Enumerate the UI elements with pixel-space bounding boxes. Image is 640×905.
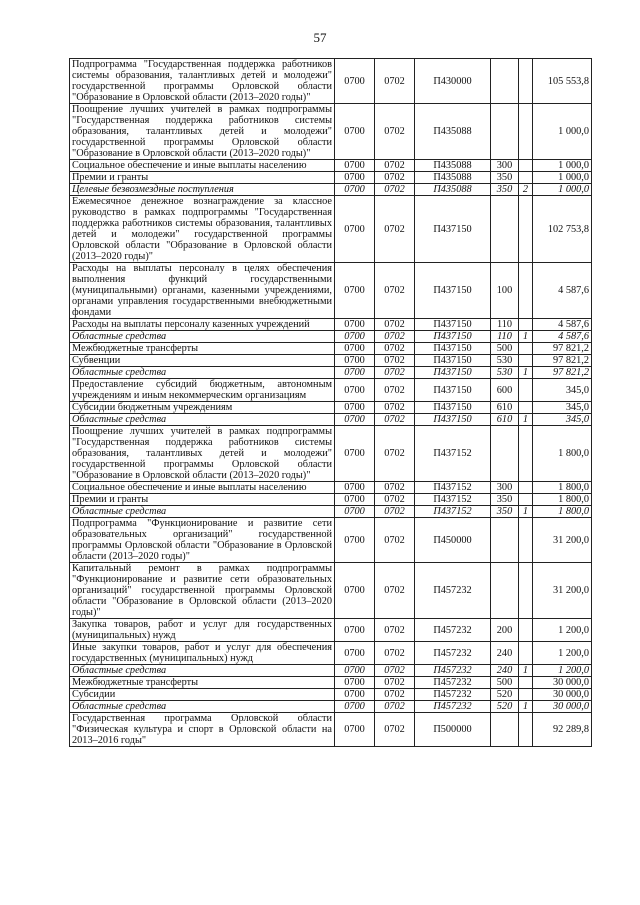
table-row xyxy=(70,414,592,426)
row-target-article-cell: П437150 xyxy=(415,331,491,343)
row-source-cell xyxy=(519,426,533,482)
row-target-article-cell: П457232 xyxy=(415,677,491,689)
row-subsection-cell: 0702 xyxy=(375,677,415,689)
row-subsection-cell: 0702 xyxy=(375,426,415,482)
row-name-cell: Иные закупки товаров, работ и услуг для обеспечения государственных (муниципальных) нужд xyxy=(70,642,335,665)
row-amount-cell: 1 200,0 xyxy=(533,665,592,677)
row-subsection-cell: 0702 xyxy=(375,665,415,677)
row-amount-cell: 1 000,0 xyxy=(533,104,592,160)
row-section-cell: 0700 xyxy=(335,263,375,319)
row-expense-type-cell: 530 xyxy=(491,355,519,367)
row-subsection-cell: 0702 xyxy=(375,355,415,367)
row-source-cell xyxy=(519,319,533,331)
row-section-cell: 0700 xyxy=(335,414,375,426)
row-target-article-cell: П437150 xyxy=(415,367,491,379)
table-row xyxy=(70,689,592,701)
row-target-article-cell: П437150 xyxy=(415,379,491,402)
row-subsection-cell: 0702 xyxy=(375,402,415,414)
row-expense-type-cell xyxy=(491,563,519,619)
row-subsection-cell: 0702 xyxy=(375,506,415,518)
row-amount-cell: 97 821,2 xyxy=(533,367,592,379)
row-subsection-cell: 0702 xyxy=(375,494,415,506)
row-source-cell xyxy=(519,402,533,414)
row-subsection-cell: 0702 xyxy=(375,619,415,642)
row-expense-type-cell: 520 xyxy=(491,689,519,701)
row-expense-type-cell xyxy=(491,196,519,263)
row-name-cell: Закупка товаров, работ и услуг для государственных (муниципальных) нужд xyxy=(70,619,335,642)
row-amount-cell: 1 800,0 xyxy=(533,494,592,506)
row-subsection-cell: 0702 xyxy=(375,701,415,713)
row-name-cell: Социальное обеспечение и иные выплаты населению xyxy=(70,482,335,494)
row-source-cell xyxy=(519,518,533,563)
row-section-cell: 0700 xyxy=(335,331,375,343)
row-subsection-cell: 0702 xyxy=(375,367,415,379)
row-expense-type-cell xyxy=(491,713,519,747)
row-expense-type-cell: 520 xyxy=(491,701,519,713)
row-target-article-cell: П437152 xyxy=(415,482,491,494)
row-subsection-cell: 0702 xyxy=(375,689,415,701)
row-section-cell: 0700 xyxy=(335,379,375,402)
row-amount-cell: 92 289,8 xyxy=(533,713,592,747)
row-name-cell: Поощрение лучших учителей в рамках подпрограммы "Государственная поддержка работников системы образования, талантливых детей и молодежи" государственной программы Орловской области "Образование в Орловской области (2013–2020 годы)" xyxy=(70,104,335,160)
row-target-article-cell: П435088 xyxy=(415,160,491,172)
row-section-cell: 0700 xyxy=(335,196,375,263)
row-section-cell: 0700 xyxy=(335,343,375,355)
table-row xyxy=(70,426,592,482)
row-name-cell: Областные средства xyxy=(70,506,335,518)
row-target-article-cell: П450000 xyxy=(415,518,491,563)
row-expense-type-cell: 110 xyxy=(491,319,519,331)
row-subsection-cell: 0702 xyxy=(375,563,415,619)
row-target-article-cell: П435088 xyxy=(415,184,491,196)
table-row xyxy=(70,160,592,172)
row-source-cell: 1 xyxy=(519,367,533,379)
row-expense-type-cell: 530 xyxy=(491,367,519,379)
row-amount-cell: 1 200,0 xyxy=(533,642,592,665)
row-amount-cell: 102 753,8 xyxy=(533,196,592,263)
row-subsection-cell: 0702 xyxy=(375,184,415,196)
row-subsection-cell: 0702 xyxy=(375,379,415,402)
table-row xyxy=(70,619,592,642)
table-row xyxy=(70,506,592,518)
row-amount-cell: 105 553,8 xyxy=(533,59,592,104)
row-name-cell: Областные средства xyxy=(70,665,335,677)
table-row xyxy=(70,677,592,689)
row-amount-cell: 1 800,0 xyxy=(533,426,592,482)
row-source-cell xyxy=(519,59,533,104)
row-target-article-cell: П437152 xyxy=(415,494,491,506)
row-name-cell: Предоставление субсидий бюджетным, автономным учреждениям и иным некоммерческим организациям xyxy=(70,379,335,402)
row-name-cell: Субвенции xyxy=(70,355,335,367)
row-expense-type-cell: 610 xyxy=(491,402,519,414)
row-subsection-cell: 0702 xyxy=(375,172,415,184)
row-subsection-cell: 0702 xyxy=(375,59,415,104)
row-expense-type-cell: 500 xyxy=(491,343,519,355)
row-name-cell: Межбюджетные трансферты xyxy=(70,343,335,355)
row-amount-cell: 1 800,0 xyxy=(533,506,592,518)
row-source-cell: 1 xyxy=(519,701,533,713)
row-expense-type-cell: 500 xyxy=(491,677,519,689)
row-expense-type-cell: 350 xyxy=(491,506,519,518)
row-expense-type-cell: 300 xyxy=(491,482,519,494)
table-row xyxy=(70,701,592,713)
row-expense-type-cell: 350 xyxy=(491,172,519,184)
row-source-cell xyxy=(519,379,533,402)
table-row xyxy=(70,343,592,355)
row-source-cell xyxy=(519,172,533,184)
row-name-cell: Субсидии xyxy=(70,689,335,701)
row-expense-type-cell: 240 xyxy=(491,665,519,677)
row-amount-cell: 30 000,0 xyxy=(533,689,592,701)
row-expense-type-cell: 350 xyxy=(491,494,519,506)
row-expense-type-cell: 600 xyxy=(491,379,519,402)
table-row xyxy=(70,494,592,506)
row-section-cell: 0700 xyxy=(335,172,375,184)
row-subsection-cell: 0702 xyxy=(375,713,415,747)
row-source-cell xyxy=(519,104,533,160)
table-row xyxy=(70,331,592,343)
row-name-cell: Областные средства xyxy=(70,414,335,426)
row-subsection-cell: 0702 xyxy=(375,104,415,160)
row-amount-cell: 1 200,0 xyxy=(533,619,592,642)
row-source-cell xyxy=(519,343,533,355)
row-target-article-cell: П430000 xyxy=(415,59,491,104)
row-section-cell: 0700 xyxy=(335,665,375,677)
table-row xyxy=(70,263,592,319)
row-amount-cell: 1 800,0 xyxy=(533,482,592,494)
row-section-cell: 0700 xyxy=(335,642,375,665)
row-amount-cell: 4 587,6 xyxy=(533,263,592,319)
row-section-cell: 0700 xyxy=(335,689,375,701)
row-amount-cell: 345,0 xyxy=(533,379,592,402)
row-source-cell xyxy=(519,677,533,689)
row-section-cell: 0700 xyxy=(335,563,375,619)
row-target-article-cell: П437152 xyxy=(415,426,491,482)
table-row xyxy=(70,172,592,184)
row-source-cell xyxy=(519,196,533,263)
row-source-cell xyxy=(519,713,533,747)
row-expense-type-cell xyxy=(491,426,519,482)
row-target-article-cell: П457232 xyxy=(415,701,491,713)
table-row xyxy=(70,196,592,263)
row-source-cell xyxy=(519,689,533,701)
row-name-cell: Премии и гранты xyxy=(70,494,335,506)
row-target-article-cell: П435088 xyxy=(415,104,491,160)
row-section-cell: 0700 xyxy=(335,482,375,494)
row-expense-type-cell: 100 xyxy=(491,263,519,319)
row-target-article-cell: П457232 xyxy=(415,689,491,701)
row-subsection-cell: 0702 xyxy=(375,343,415,355)
row-source-cell xyxy=(519,642,533,665)
row-target-article-cell: П457232 xyxy=(415,563,491,619)
row-section-cell: 0700 xyxy=(335,426,375,482)
row-subsection-cell: 0702 xyxy=(375,263,415,319)
row-name-cell: Ежемесячное денежное вознаграждение за классное руководство в рамках подпрограммы "Государственная поддержка работников системы образования, талантливых детей и молодежи" государственной программы Орловской области "Образование в Орловской области (2013–2020 годы)" xyxy=(70,196,335,263)
row-subsection-cell: 0702 xyxy=(375,160,415,172)
row-name-cell: Премии и гранты xyxy=(70,172,335,184)
row-source-cell: 1 xyxy=(519,665,533,677)
table-row xyxy=(70,665,592,677)
row-subsection-cell: 0702 xyxy=(375,482,415,494)
row-source-cell xyxy=(519,482,533,494)
row-section-cell: 0700 xyxy=(335,518,375,563)
row-name-cell: Подпрограмма "Функционирование и развитие сети образовательных организаций" государственной программы Орловской области "Образование в Орловской области (2013–2020 годы)" xyxy=(70,518,335,563)
row-name-cell: Областные средства xyxy=(70,701,335,713)
table-row xyxy=(70,713,592,747)
table-body xyxy=(70,59,592,747)
table-row xyxy=(70,518,592,563)
row-name-cell: Поощрение лучших учителей в рамках подпрограммы "Государственная поддержка работников системы образования, талантливых детей и молодежи" государственной программы Орловской области "Образование в Орловской области (2013–2020 годы)" xyxy=(70,426,335,482)
row-source-cell: 1 xyxy=(519,331,533,343)
table-row xyxy=(70,59,592,104)
row-expense-type-cell: 240 xyxy=(491,642,519,665)
row-source-cell xyxy=(519,160,533,172)
row-expense-type-cell: 610 xyxy=(491,414,519,426)
table-row xyxy=(70,184,592,196)
table-row xyxy=(70,367,592,379)
page-number: 57 xyxy=(313,30,327,45)
row-section-cell: 0700 xyxy=(335,619,375,642)
row-target-article-cell: П457232 xyxy=(415,619,491,642)
row-amount-cell: 345,0 xyxy=(533,402,592,414)
row-target-article-cell: П457232 xyxy=(415,665,491,677)
row-section-cell: 0700 xyxy=(335,160,375,172)
row-section-cell: 0700 xyxy=(335,367,375,379)
row-subsection-cell: 0702 xyxy=(375,642,415,665)
row-name-cell: Субсидии бюджетным учреждениям xyxy=(70,402,335,414)
row-name-cell: Областные средства xyxy=(70,367,335,379)
row-amount-cell: 30 000,0 xyxy=(533,701,592,713)
row-name-cell: Подпрограмма "Государственная поддержка работников системы образования, талантливых детей и молодежи" государственной программы Орловской области "Образование в Орловской области (2013–2020 годы)" xyxy=(70,59,335,104)
row-expense-type-cell xyxy=(491,59,519,104)
row-source-cell xyxy=(519,263,533,319)
row-section-cell: 0700 xyxy=(335,713,375,747)
row-expense-type-cell xyxy=(491,104,519,160)
row-expense-type-cell: 110 xyxy=(491,331,519,343)
row-name-cell: Социальное обеспечение и иные выплаты населению xyxy=(70,160,335,172)
row-target-article-cell: П437150 xyxy=(415,355,491,367)
row-subsection-cell: 0702 xyxy=(375,196,415,263)
row-source-cell: 1 xyxy=(519,506,533,518)
table-row xyxy=(70,355,592,367)
row-target-article-cell: П500000 xyxy=(415,713,491,747)
row-subsection-cell: 0702 xyxy=(375,319,415,331)
row-name-cell: Межбюджетные трансферты xyxy=(70,677,335,689)
table-row xyxy=(70,379,592,402)
row-expense-type-cell: 350 xyxy=(491,184,519,196)
row-target-article-cell: П437150 xyxy=(415,263,491,319)
table-row xyxy=(70,319,592,331)
row-amount-cell: 4 587,6 xyxy=(533,331,592,343)
row-section-cell: 0700 xyxy=(335,677,375,689)
row-name-cell: Капитальный ремонт в рамках подпрограммы "Функционирование и развитие сети образовательных организаций" государственной программы Орловской области "Образование в Орловской области (2013–2020 годы)" xyxy=(70,563,335,619)
row-name-cell: Целевые безвозмездные поступления xyxy=(70,184,335,196)
row-amount-cell: 31 200,0 xyxy=(533,563,592,619)
row-section-cell: 0700 xyxy=(335,319,375,331)
row-section-cell: 0700 xyxy=(335,59,375,104)
row-amount-cell: 4 587,6 xyxy=(533,319,592,331)
row-subsection-cell: 0702 xyxy=(375,518,415,563)
row-target-article-cell: П435088 xyxy=(415,172,491,184)
row-source-cell xyxy=(519,619,533,642)
budget-table xyxy=(69,58,592,747)
table-row xyxy=(70,402,592,414)
row-subsection-cell: 0702 xyxy=(375,331,415,343)
row-amount-cell: 30 000,0 xyxy=(533,677,592,689)
row-amount-cell: 31 200,0 xyxy=(533,518,592,563)
row-target-article-cell: П437150 xyxy=(415,402,491,414)
row-amount-cell: 1 000,0 xyxy=(533,160,592,172)
row-target-article-cell: П437150 xyxy=(415,319,491,331)
row-section-cell: 0700 xyxy=(335,494,375,506)
row-target-article-cell: П437150 xyxy=(415,343,491,355)
table-row xyxy=(70,482,592,494)
row-amount-cell: 345,0 xyxy=(533,414,592,426)
row-source-cell: 2 xyxy=(519,184,533,196)
row-expense-type-cell: 200 xyxy=(491,619,519,642)
row-section-cell: 0700 xyxy=(335,701,375,713)
row-section-cell: 0700 xyxy=(335,355,375,367)
row-source-cell xyxy=(519,355,533,367)
table-row xyxy=(70,104,592,160)
row-section-cell: 0700 xyxy=(335,402,375,414)
row-source-cell xyxy=(519,563,533,619)
row-expense-type-cell: 300 xyxy=(491,160,519,172)
row-target-article-cell: П437152 xyxy=(415,506,491,518)
row-subsection-cell: 0702 xyxy=(375,414,415,426)
row-source-cell: 1 xyxy=(519,414,533,426)
row-section-cell: 0700 xyxy=(335,506,375,518)
row-target-article-cell: П437150 xyxy=(415,414,491,426)
row-section-cell: 0700 xyxy=(335,104,375,160)
table-row xyxy=(70,563,592,619)
row-name-cell: Расходы на выплаты персоналу в целях обеспечения выполнения функций государственными (муниципальными) органами, казенными учреждениями, органами управления государственными внебюджетными фондами xyxy=(70,263,335,319)
row-name-cell: Расходы на выплаты персоналу казенных учреждений xyxy=(70,319,335,331)
row-target-article-cell: П437150 xyxy=(415,196,491,263)
row-source-cell xyxy=(519,494,533,506)
row-name-cell: Государственная программа Орловской области "Физическая культура и спорт в Орловской области на 2013–2016 годы" xyxy=(70,713,335,747)
table-row xyxy=(70,642,592,665)
row-expense-type-cell xyxy=(491,518,519,563)
row-name-cell: Областные средства xyxy=(70,331,335,343)
row-section-cell: 0700 xyxy=(335,184,375,196)
row-amount-cell: 97 821,2 xyxy=(533,343,592,355)
row-target-article-cell: П457232 xyxy=(415,642,491,665)
row-amount-cell: 1 000,0 xyxy=(533,172,592,184)
row-amount-cell: 97 821,2 xyxy=(533,355,592,367)
row-amount-cell: 1 000,0 xyxy=(533,184,592,196)
